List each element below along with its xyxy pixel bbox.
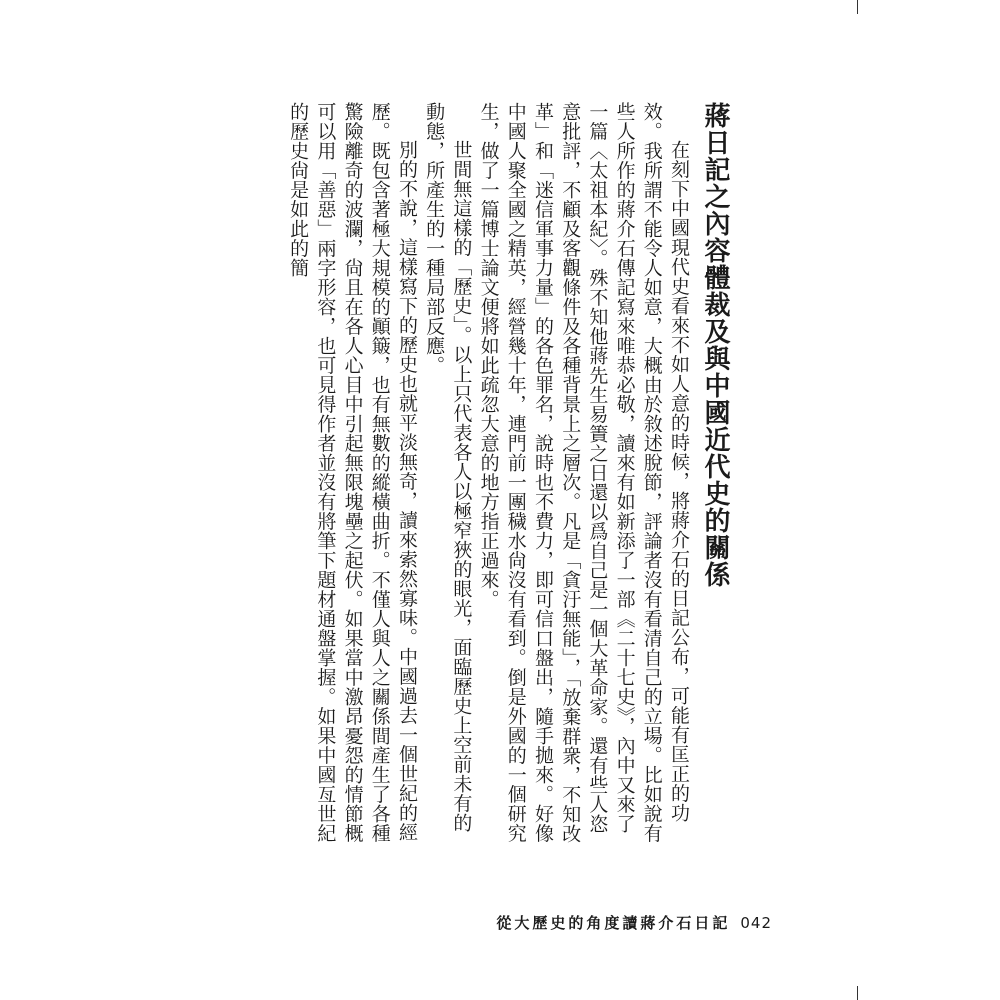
page-number: 042 xyxy=(740,913,772,932)
paragraph-3: 別的不說，這樣寫下的歷史也就平淡無奇，讀來索然寡味。中國過去一個世紀的經歷。既包含著極大規模的顚簸，也有無數的縱橫曲折。不僅人與人之關係間產生了各種驚險離奇的波瀾，尙且在各人心目中引起無限塊壘之起伏。如果當中激昂憂怨的情節概可以用「善惡」兩字形容，也可見得作者並沒有將筆下題材通盤掌握。如果中國亙世紀的歷史尙是如此的簡 xyxy=(287,102,418,843)
section-heading: 蔣日記之內容體裁及與中國近代史的關係 xyxy=(700,102,730,588)
paragraph-2: 世間無這樣的「歷史」。以上只代表各人以極窄狹的眼光，面臨歷史上空前未有的動態，所產生的一種局部反應。 xyxy=(423,102,473,833)
article-body xyxy=(258,102,738,844)
paragraph-1: 在刻下中國現代史看來不如人意的時候，將蔣介石的日記公布，可能有匡正的功效。我所謂不能令人如意，大概由於敘述脫節，評論者沒有看清自己的立場。比如說有些人所作的蔣介石傳記寫來唯恭必敬，讀來有如新添了一部《二十七史》，內中又來了一篇〈太祖本紀〉。殊不知他蔣先生易簀之日還以爲自己是一個大革命家。還有些人恣意批評，不顧及客觀條件及各種背景上之層次。凡是「貪汙無能」，「放棄群衆，不知改革」和「迷信軍事力量」的各色罪名，說時也不費力，即可信口盤出，隨手拋來。好像中國人聚全國之精英，經營幾十年，連門前一團穢水尙沒有看到。倒是外國的一個研究生，做了一篇博士論文便將如此疏忽大意的地方指正過來。 xyxy=(477,102,690,844)
running-title: 從大歷史的角度讀蔣介石日記 xyxy=(496,914,731,932)
crop-mark-bottom xyxy=(857,986,858,1000)
page-footer xyxy=(496,912,772,933)
crop-mark-top xyxy=(857,0,858,14)
